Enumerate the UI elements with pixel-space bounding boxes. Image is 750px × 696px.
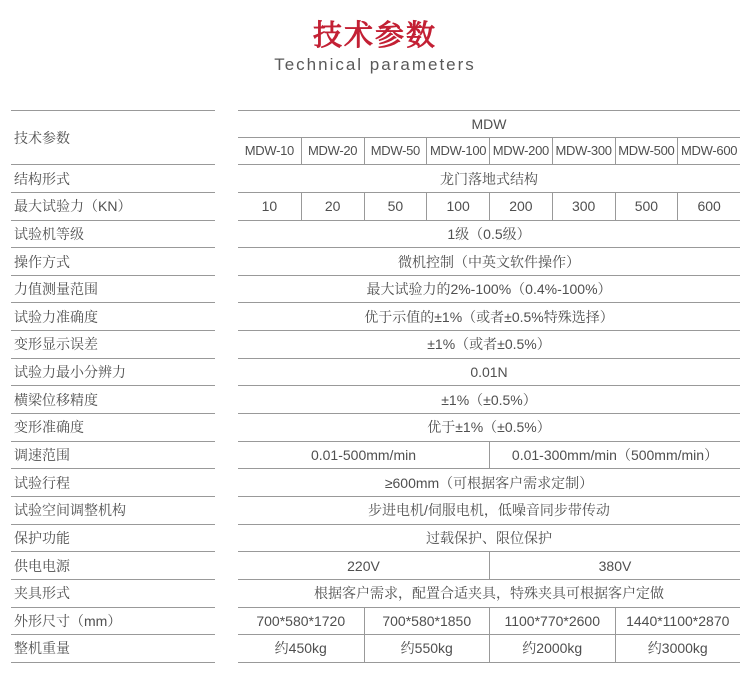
technical-parameters-table	[11, 110, 740, 663]
spec-value-cell: MDW-10	[238, 138, 301, 166]
spec-value-cell: 约3000kg	[615, 635, 741, 663]
spec-value-cell: 50	[364, 193, 427, 221]
spec-row-label: 调速范围	[11, 442, 215, 470]
spec-value-cell: MDW-20	[301, 138, 364, 166]
spec-value-cell: 700*580*1850	[364, 608, 490, 636]
spec-row-label: 最大试验力（KN）	[11, 193, 215, 221]
spec-row-label: 试验行程	[11, 469, 215, 497]
spec-value-cell: 约450kg	[238, 635, 364, 663]
spec-value-cell: 最大试验力的2%-100%（0.4%-100%）	[238, 276, 740, 304]
spec-value-cell: MDW-300	[552, 138, 615, 166]
spec-row-label: 试验机等级	[11, 221, 215, 249]
spec-row-label: 试验空间调整机构	[11, 497, 215, 525]
spec-row-label: 结构形式	[11, 165, 215, 193]
spec-value-cell: 优于示值的±1%（或者±0.5%特殊选择）	[238, 303, 740, 331]
spec-row-label: 夹具形式	[11, 580, 215, 608]
spec-value-cell: 0.01N	[238, 359, 740, 387]
spec-row-label: 试验力准确度	[11, 303, 215, 331]
spec-value-cell: 过载保护、限位保护	[238, 525, 740, 553]
spec-value-cell: MDW-50	[364, 138, 427, 166]
spec-value-cell: 步进电机/伺服电机，低噪音同步带传动	[238, 497, 740, 525]
spec-value-cell: 龙门落地式结构	[238, 165, 740, 193]
spec-value-cell: 100	[426, 193, 489, 221]
spec-value-cell: 优于±1%（±0.5%）	[238, 414, 740, 442]
spec-value-cell: 220V	[238, 552, 489, 580]
spec-row-label: 供电电源	[11, 552, 215, 580]
spec-value-cell: 0.01-300mm/min（500mm/min）	[489, 442, 740, 470]
spec-value-cell: 500	[615, 193, 678, 221]
spec-row-label: 保护功能	[11, 525, 215, 553]
spec-row-label: 试验力最小分辨力	[11, 359, 215, 387]
spec-value-cell: 380V	[489, 552, 740, 580]
spec-value-cell: 300	[552, 193, 615, 221]
spec-value-cell: 600	[677, 193, 740, 221]
spec-row-label: 横梁位移精度	[11, 386, 215, 414]
spec-value-cell: MDW	[238, 110, 740, 138]
spec-value-cell: 1级（0.5级）	[238, 221, 740, 249]
spec-row-label: 整机重量	[11, 635, 215, 663]
spec-value-cell: MDW-500	[615, 138, 678, 166]
spec-value-cell: 0.01-500mm/min	[238, 442, 489, 470]
spec-value-cell: MDW-200	[489, 138, 552, 166]
spec-value-cell: 1100*770*2600	[489, 608, 615, 636]
spec-row-label: 变形准确度	[11, 414, 215, 442]
spec-value-cell: 20	[301, 193, 364, 221]
spec-value-cell: 10	[238, 193, 301, 221]
spec-row-label: 变形显示误差	[11, 331, 215, 359]
spec-value-cell: 约2000kg	[489, 635, 615, 663]
page-title: 技术参数	[312, 20, 437, 52]
spec-value-cell: 微机控制（中英文软件操作）	[238, 248, 740, 276]
spec-value-cell: 1440*1100*2870	[615, 608, 741, 636]
spec-value-cell: 约550kg	[364, 635, 490, 663]
spec-row-label: 外形尺寸（mm）	[11, 608, 215, 636]
spec-row-label: 操作方式	[11, 248, 215, 276]
spec-value-cell: ±1%（±0.5%）	[238, 386, 740, 414]
spec-row-label: 技术参数	[11, 110, 215, 165]
spec-value-cell: MDW-100	[426, 138, 489, 166]
spec-value-cell: 根据客户需求，配置合适夹具，特殊夹具可根据客户定做	[238, 580, 740, 608]
spec-value-cell: 200	[489, 193, 552, 221]
spec-value-cell: ≥600mm（可根据客户需求定制）	[238, 469, 740, 497]
spec-value-cell: 700*580*1720	[238, 608, 364, 636]
page-subtitle: Technical parameters	[274, 55, 476, 74]
spec-value-cell: ±1%（或者±0.5%）	[238, 331, 740, 359]
spec-row-label: 力值测量范围	[11, 276, 215, 304]
spec-value-cell: MDW-600	[677, 138, 740, 166]
